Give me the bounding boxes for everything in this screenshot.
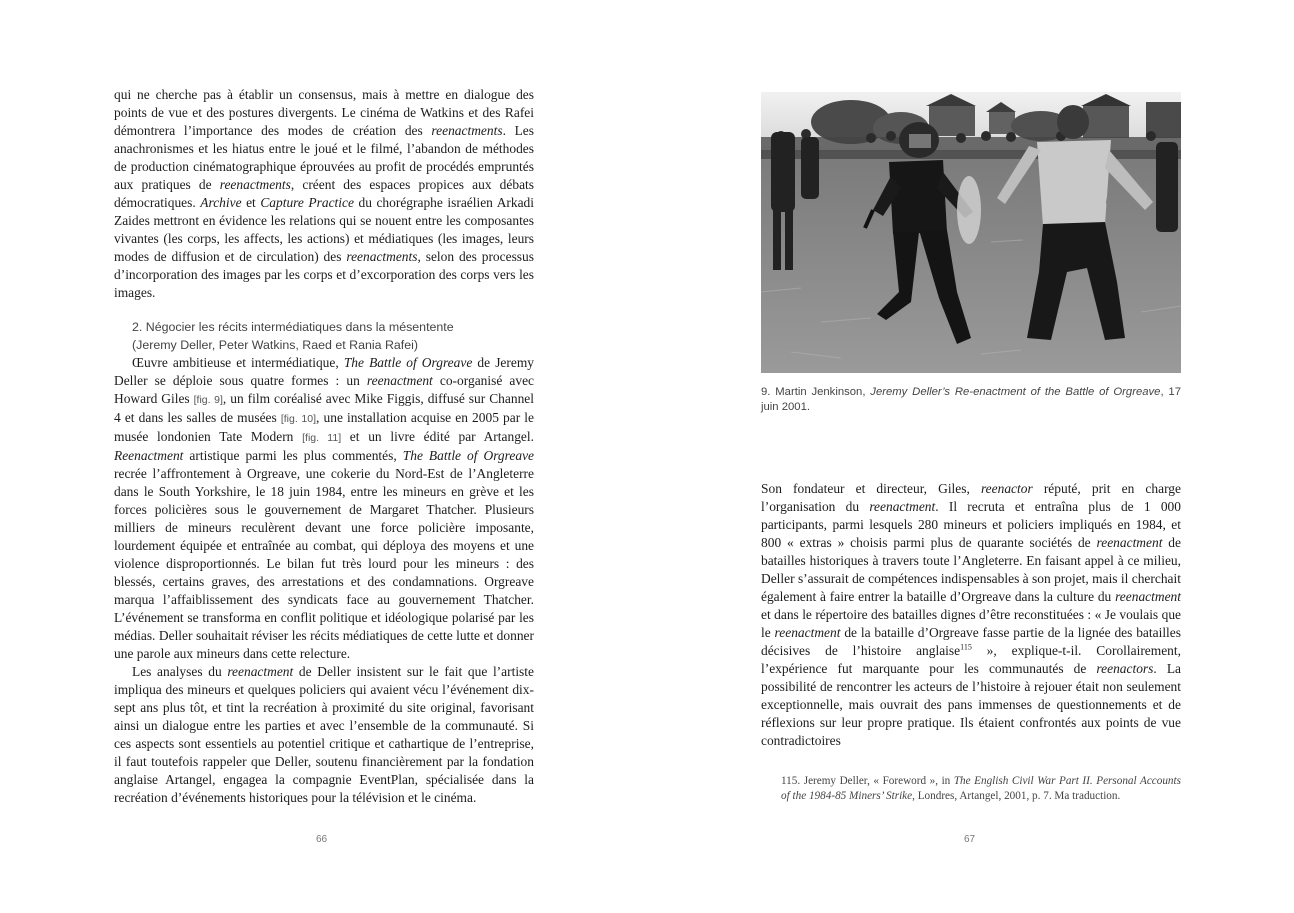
orgreave-reenactment-photo xyxy=(761,92,1181,373)
page-number-right: 67 xyxy=(964,834,976,845)
photo-illustration xyxy=(761,92,1181,373)
section-heading xyxy=(132,318,534,354)
section-heading-title: 2. Négocier les récits intermédiatiques dans la mésentente xyxy=(132,320,454,334)
page-number-left: 66 xyxy=(316,834,328,845)
paragraph-1: qui ne cherche pas à établir un consensus, mais à mettre en dialogue des points de vue et des postures divergents. Le cinéma de Watkins et des Rafei démontrera l’importance des modes de création des reenactments. Les anachronismes et les hiatus entre le joué et le filmé, l’abandon de méthodes de production cinématographique éprouvées au profit de procédés empruntés aux pratiques de reenactments, créent des espaces propices aux débats démocratiques. Archive et Capture Practice du chorégraphe israélien Arkadi Zaides mettront en évidence les relations qui se nouent entre les composantes vivantes (les corps, les affects, les actions) et médiatiques (les images, leurs modes de diffusion et de circulation) des reenactments, selon des processus d’incorporation des images par les corps et d’excorporation des corps vers les images. xyxy=(114,87,535,300)
figure-reference-9[interactable]: [fig. 9] xyxy=(193,394,223,406)
paragraph-2: Œuvre ambitieuse et intermédiatique, The Battle of Orgreave de Jeremy Deller se déploie sous quatre formes : un reenactment co-organisé avec Howard Giles [fig. 9], un film coréalisé avec Mike Figgis, diffusé sur Channel 4 et dans les salles de musées [fig. 10], une installation acquise en 2005 par le musée londonien Tate Modern [fig. 11] et un livre édité par Artangel. Reenactment artistique parmi les plus commentés, The Battle of Orgreave recrée l’affrontement à Orgreave, une cokerie du Nord-Est de l’Angleterre dans le South Yorkshire, le 18 juin 1984, entre les mineurs en grève et les forces policières sous le gouvernement de Margaret Thatcher. Plusieurs milliers de mineurs reculèrent devant une force policière imposante, lourdement équipée et entraînée au combat, qui déploya des moyens et une violence disproportionnés. Le bilan fut très lourd pour les mineurs : des blessés, certains graves, des arrestations et des condamnations. Orgreave marqua l’affaiblissement des syndicats face au gouvernement Thatcher. L’événement se transforma en conflit politique et idéologique polarisé par les médias. Deller souhaitait réviser les récits médiatiques de cette lutte et donner une parole aux mineurs dans cette relecture. xyxy=(114,355,534,661)
right-text-column xyxy=(761,480,1181,750)
paragraph-3: Les analyses du reenactment de Deller insistent sur le fait que l’artiste impliqua des mineurs et quelques policiers qui avaient vécu l’événement dix-sept ans plus tôt, et tint la recréation à proximité du site original, favorisant ainsi un dialogue entre les parties et avec l’ensemble de la communauté. Si ces aspects sont essentiels au potentiel critique et cathartique de l’entreprise, il faut toutefois rappeler que Deller, soutenu financièrement par la fondation anglaise Artangel, engagea la compagnie EventPlan, spécialisée dans la recréation d’événements historiques pour la télévision et le cinéma. xyxy=(114,664,534,805)
left-text-column xyxy=(114,86,534,807)
section-heading-subtitle: (Jeremy Deller, Peter Watkins, Raed et Rania Rafei) xyxy=(132,338,419,352)
paragraph-4: Son fondateur et directeur, Giles, reenactor réputé, prit en charge l’organisation du reenactment. Il recruta et entraîna plus de 1 000 participants, parmi lesquels 280 mineurs et policiers impliqués en 1984, et 800 « extras » choisis parmi plus de quarante sociétés de reenactment de batailles historiques à travers toute l’Angleterre. En faisant appel à ce milieu, Deller s’assurait de compétences indispensables à son projet, mais il cherchait également à faire entrer la bataille d’Orgreave dans la culture du reenactment et dans le répertoire des batailles dignes d’être reconstituées : « Je voulais que le reenactment de la bataille d’Orgreave fasse partie de la lignée des batailles décisives de l’histoire anglaise$^{115}$ », explique-t-il. Corollairement, l’expérience fut marquante pour les communautés de reenactors. La possibilité de rencontrer les acteurs de l’histoire à rejouer était non seulement exceptionnelle, mais ouvrait des pans immenses de questionnements et de réflexions sur leur propre pratique. Ils étaient confrontés aux points de vue contradictoires xyxy=(761,481,1181,748)
footnote-marker-115[interactable]: 115 xyxy=(960,642,972,652)
figure-reference-11[interactable]: [fig. 11] xyxy=(302,432,342,444)
footnote-115: 115. Jeremy Deller, « Foreword », in The English Civil War Part II. Personal Accounts of the 1984-85 Miners’ Strike, Londres, Artangel, 2001, p. 7. Ma traduction. xyxy=(781,775,1181,802)
right-page xyxy=(647,0,1294,913)
figure-reference-10[interactable]: [fig. 10] xyxy=(280,413,317,425)
figure-caption: 9. Martin Jenkinson, Jeremy Deller’s Re-enactment of the Battle of Orgreave, 17 juin 2001. xyxy=(761,386,1181,413)
